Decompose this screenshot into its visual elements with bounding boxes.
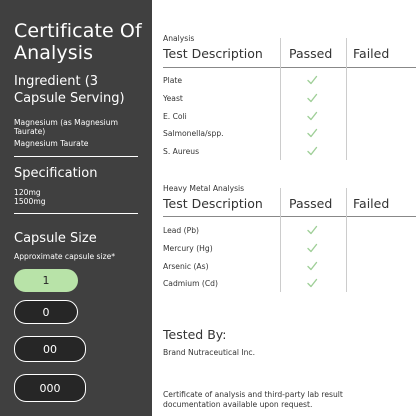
page-title: Certificate Of Analysis (14, 20, 142, 64)
check-icon (306, 74, 318, 86)
check-icon (306, 127, 318, 139)
column-header-failed: Failed (353, 46, 390, 61)
table-row-label: Cadmium (Cd) (163, 279, 218, 288)
divider (14, 156, 138, 157)
column-divider (280, 188, 281, 292)
table-row-label: Yeast (163, 94, 183, 103)
check-icon (306, 110, 318, 122)
column-header-description: Test Description (163, 196, 263, 211)
ingredient-heading: Ingredient (3 Capsule Serving) (14, 74, 125, 106)
table-row-label: E. Coli (163, 112, 187, 121)
check-icon (306, 224, 318, 236)
table-row-label: Lead (Pb) (163, 226, 199, 235)
ingredient-item: Magnesium Taurate (14, 139, 89, 148)
capsule-size-00-button[interactable]: 00 (14, 336, 86, 362)
specification-item: 120mg (14, 188, 41, 197)
column-header-passed: Passed (289, 196, 333, 211)
specification-item: 1500mg (14, 197, 46, 206)
divider (14, 213, 138, 214)
tested-by-heading: Tested By: (163, 327, 227, 342)
table-row-label: Arsenic (As) (163, 262, 209, 271)
footnote: Certificate of analysis and third-party lab result documentation available upon request. (163, 390, 343, 409)
capsule-size-0-button[interactable]: 0 (14, 300, 78, 324)
column-divider (280, 38, 281, 160)
column-header-failed: Failed (353, 196, 390, 211)
capsule-size-subtitle: Approximate capsule size* (14, 252, 116, 261)
table-row-label: Mercury (Hg) (163, 244, 213, 253)
capsule-size-heading: Capsule Size (14, 231, 97, 246)
analysis-caption: Analysis (163, 34, 195, 43)
column-divider (346, 38, 347, 160)
table-row-label: Plate (163, 76, 182, 85)
column-header-description: Test Description (163, 46, 263, 61)
specification-heading: Specification (14, 166, 98, 181)
table-row-label: Salmonella/spp. (163, 129, 224, 138)
capsule-size-1-button[interactable]: 1 (14, 269, 78, 292)
check-icon (306, 92, 318, 104)
check-icon (306, 277, 318, 289)
heavy-metal-caption: Heavy Metal Analysis (163, 184, 245, 193)
ingredient-item: Magnesium (as Magnesium Taurate) (14, 118, 118, 136)
table-divider (163, 67, 416, 68)
capsule-size-000-button[interactable]: 000 (14, 374, 86, 402)
column-header-passed: Passed (289, 46, 333, 61)
check-icon (306, 145, 318, 157)
check-icon (306, 242, 318, 254)
left-panel (0, 0, 152, 416)
right-panel (152, 0, 416, 416)
table-divider (163, 216, 416, 217)
column-divider (346, 188, 347, 292)
check-icon (306, 260, 318, 272)
tested-by-lab: Brand Nutraceutical Inc. (163, 348, 256, 357)
table-row-label: S. Aureus (163, 147, 200, 156)
